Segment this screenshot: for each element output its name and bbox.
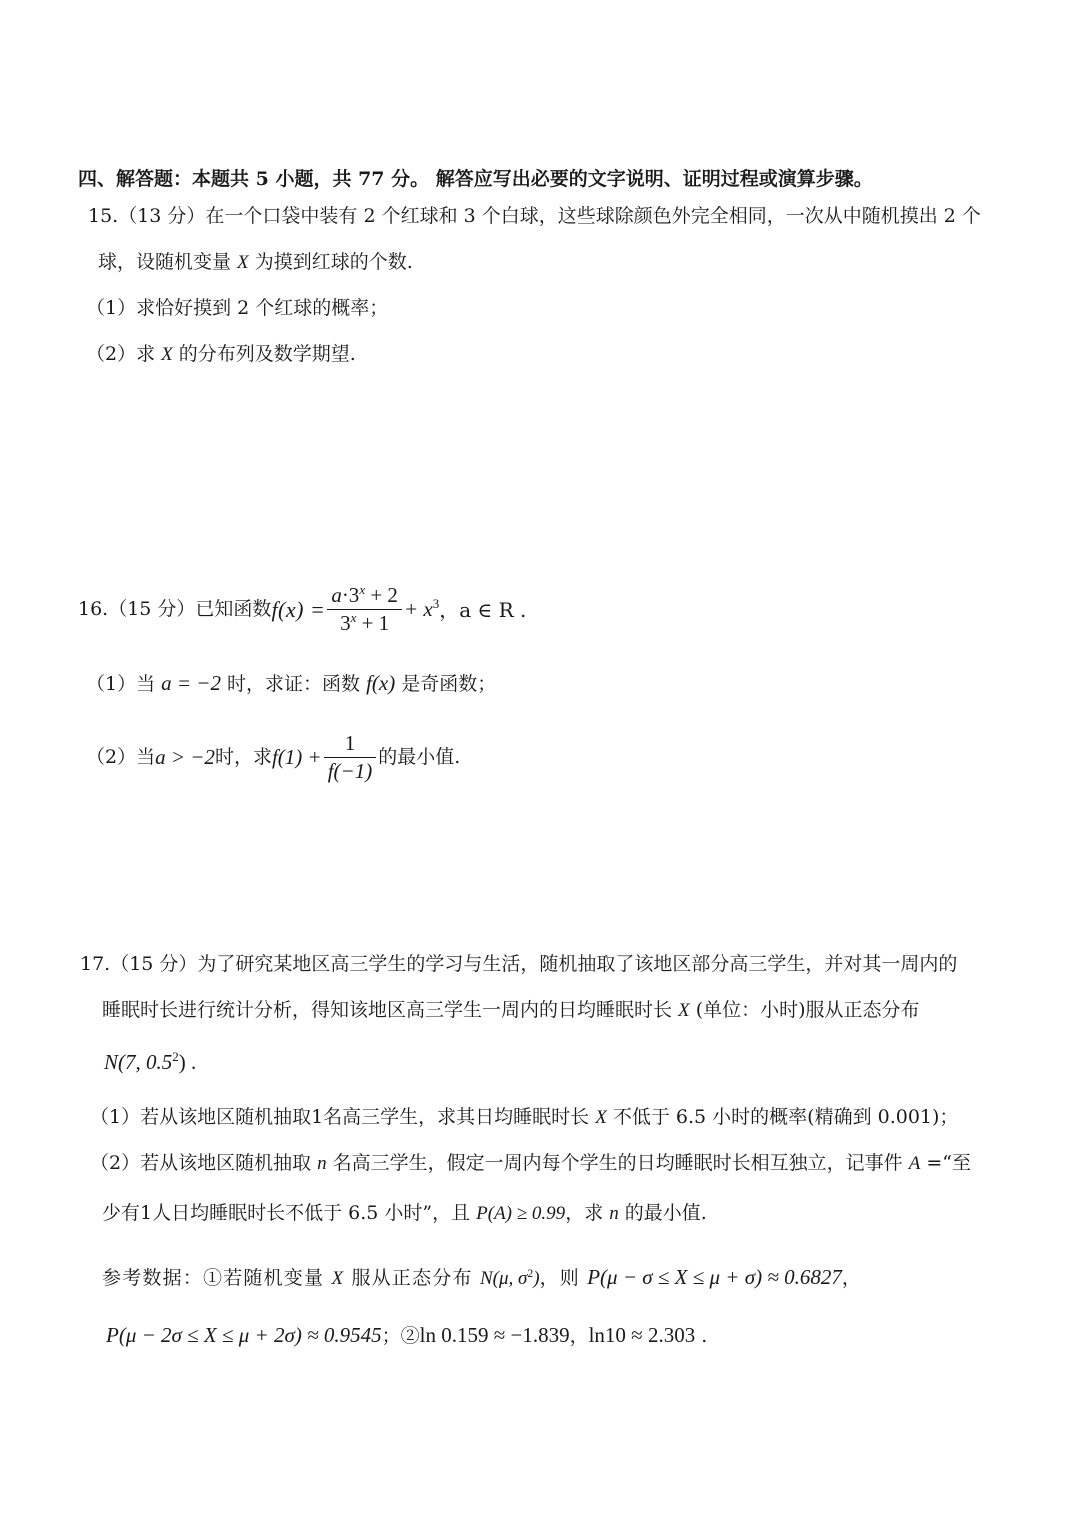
q16-fraction [327,582,402,635]
q17-part1-text-a: （1）若从该地区随机抽取1名高三学生，求其日均睡眠时长 [90,1106,596,1128]
q17-ref-text-a: 参考数据：①若随机变量 [102,1267,332,1289]
q15-var-x: X [237,252,249,273]
q16-num-a: a [331,583,342,607]
q16-fraction-denominator [327,610,402,634]
q16-after-exp: 3 [432,596,440,612]
q17-var-x: X [678,1000,690,1021]
q16-part2 [86,733,460,782]
q16-part2-numerator: 1 [324,733,377,758]
q17-line3-b: ) . [178,1050,197,1074]
q17-part2-line2-c: 的最小值. [618,1202,707,1224]
q17-part1-text-b: 不低于 6.5 小时的概率(精确到 0.001)； [606,1106,959,1128]
q17-reference-line1 [102,1267,862,1288]
q16-den-exp: x [350,610,357,626]
q17-ref-text-b: 服从正态分布 [344,1267,480,1289]
q17-part2-line2 [102,1204,707,1223]
q15-line2-text-b: 为摸到红球的个数. [248,251,413,273]
q16-part2-denominator: f(−1) [327,759,373,783]
q17-part1 [90,1108,958,1127]
q17-ref-p1: P(μ − σ ≤ X ≤ μ + σ) ≈ 0.6827 [587,1265,842,1289]
q16-num-rest: ·3 [341,583,360,607]
q16-part2-f1: f(1) + [271,745,322,769]
q16-f-of-x: f(x) = [271,596,326,622]
q16-part2-fraction [324,733,377,782]
section-header: 四、解答题：本题共 5 小题，共 77 分。 解答应写出必要的文字说明、证明过程或演算步骤。 [78,168,873,190]
q16-part1-text-b: 时，求证：函数 [220,673,367,695]
q17-ref-n-close: ) [533,1268,540,1289]
q16-num-exp: x [359,582,366,598]
q17-line2-text-b: (单位：小时)服从正态分布 [689,999,920,1021]
q16-den-base: 3 [340,611,351,635]
q17-line2 [102,1001,920,1020]
q15-lead: 15.（13 分）在一个口袋中装有 2 个红球和 3 个白球，这些球除颜色外完全相同，一次从中随机摸出 2 个 [88,205,981,227]
q17-ref2-text-c: . [695,1325,708,1347]
q17-line3-exp: 2 [172,1049,179,1065]
q17-ref2-p2: P(μ − 2σ ≤ X ≤ μ + 2σ) ≈ 0.9545 [106,1323,382,1347]
q16-den-tail: + 1 [356,611,390,635]
q16-plus-x3 [403,596,440,621]
q17-part2-line2-a: 少有1人日均睡眠时长不低于 6.5 小时”，且 [102,1202,477,1224]
q17-ref2-text-b: ， [569,1325,589,1347]
q17-part2-text-a: （2）若从该地区随机抽取 [90,1152,318,1174]
q17-ref-n: N(μ, σ [479,1268,528,1289]
q16-tail: ，a ∈ R . [439,597,527,622]
q16-part2-text-b: 时，求 [214,746,272,768]
q17-ref2-ln2: ln10 ≈ 2.303 [588,1323,696,1347]
q17-ref2-text-a: ；② [381,1325,420,1347]
q17-ref-text-c: ，则 [539,1267,588,1289]
q17-part2-n: n [609,1203,619,1224]
q17-ref2-ln1: ln 0.159 ≈ −1.839 [419,1323,570,1347]
q16-part1-f: f(x) [366,671,396,695]
q15-part2-text-a: （2）求 [86,343,162,365]
q16-fraction-numerator [327,582,402,610]
q17-part2-var-n: n [317,1153,327,1174]
q16-part1-math: a = −2 [161,671,221,695]
q16-lead-line [78,582,527,635]
q17-part1-var-x: X [595,1107,607,1128]
q15-part1: （1）求恰好摸到 2 个红球的概率； [86,297,389,319]
q15-part2-var-x: X [161,344,173,365]
q16-after-frac: + x [403,597,433,621]
q17-line3-a: N(7, 0.5 [104,1050,173,1074]
q15-line2 [98,253,413,272]
q17-ref-x: X [331,1268,345,1289]
q15-line2-text-a: 球，设随机变量 [98,251,238,273]
q16-part2-text-a: （2）当 [86,746,156,768]
q17-line3 [104,1049,197,1074]
q17-part2-text-c: =“至 [920,1152,972,1174]
q15-part2-text-b: 的分布列及数学期望. [172,343,356,365]
q16-part1-text-c: 是奇函数； [395,673,497,695]
q17-part2-text-b: 名高三学生，假定一周内每个学生的日均睡眠时长相互独立，记事件 [326,1152,909,1174]
q17-part2-event-a: A [908,1153,921,1174]
q17-ref-normal [480,1268,540,1289]
q16-part1 [86,673,496,694]
q15-part2 [86,345,356,364]
q17-lead: 17.（15 分）为了研究某地区高三学生的学习与生活，随机抽取了该地区部分高三学生，并对其一周内的 [80,953,958,975]
q17-part2-line2-b: ，求 [565,1202,610,1224]
q17-reference-line2 [106,1325,707,1346]
q16-part2-text-c: 的最小值. [378,746,461,768]
q17-part2-prob: P(A) ≥ 0.99 [476,1203,566,1224]
q17-ref-text-d: ， [841,1267,863,1289]
q17-line2-text-a: 睡眠时长进行统计分析，得知该地区高三学生一周内的日均睡眠时长 [102,999,679,1021]
q17-part2 [90,1154,971,1173]
q17-ref-n-exp: 2 [527,1266,534,1280]
q16-num-tail: + 2 [365,583,398,607]
q16-part2-math: a > −2 [155,745,215,769]
q16-part1-text-a: （1）当 [86,673,162,695]
q16-lead: 16.（15 分）已知函数 [78,598,272,620]
